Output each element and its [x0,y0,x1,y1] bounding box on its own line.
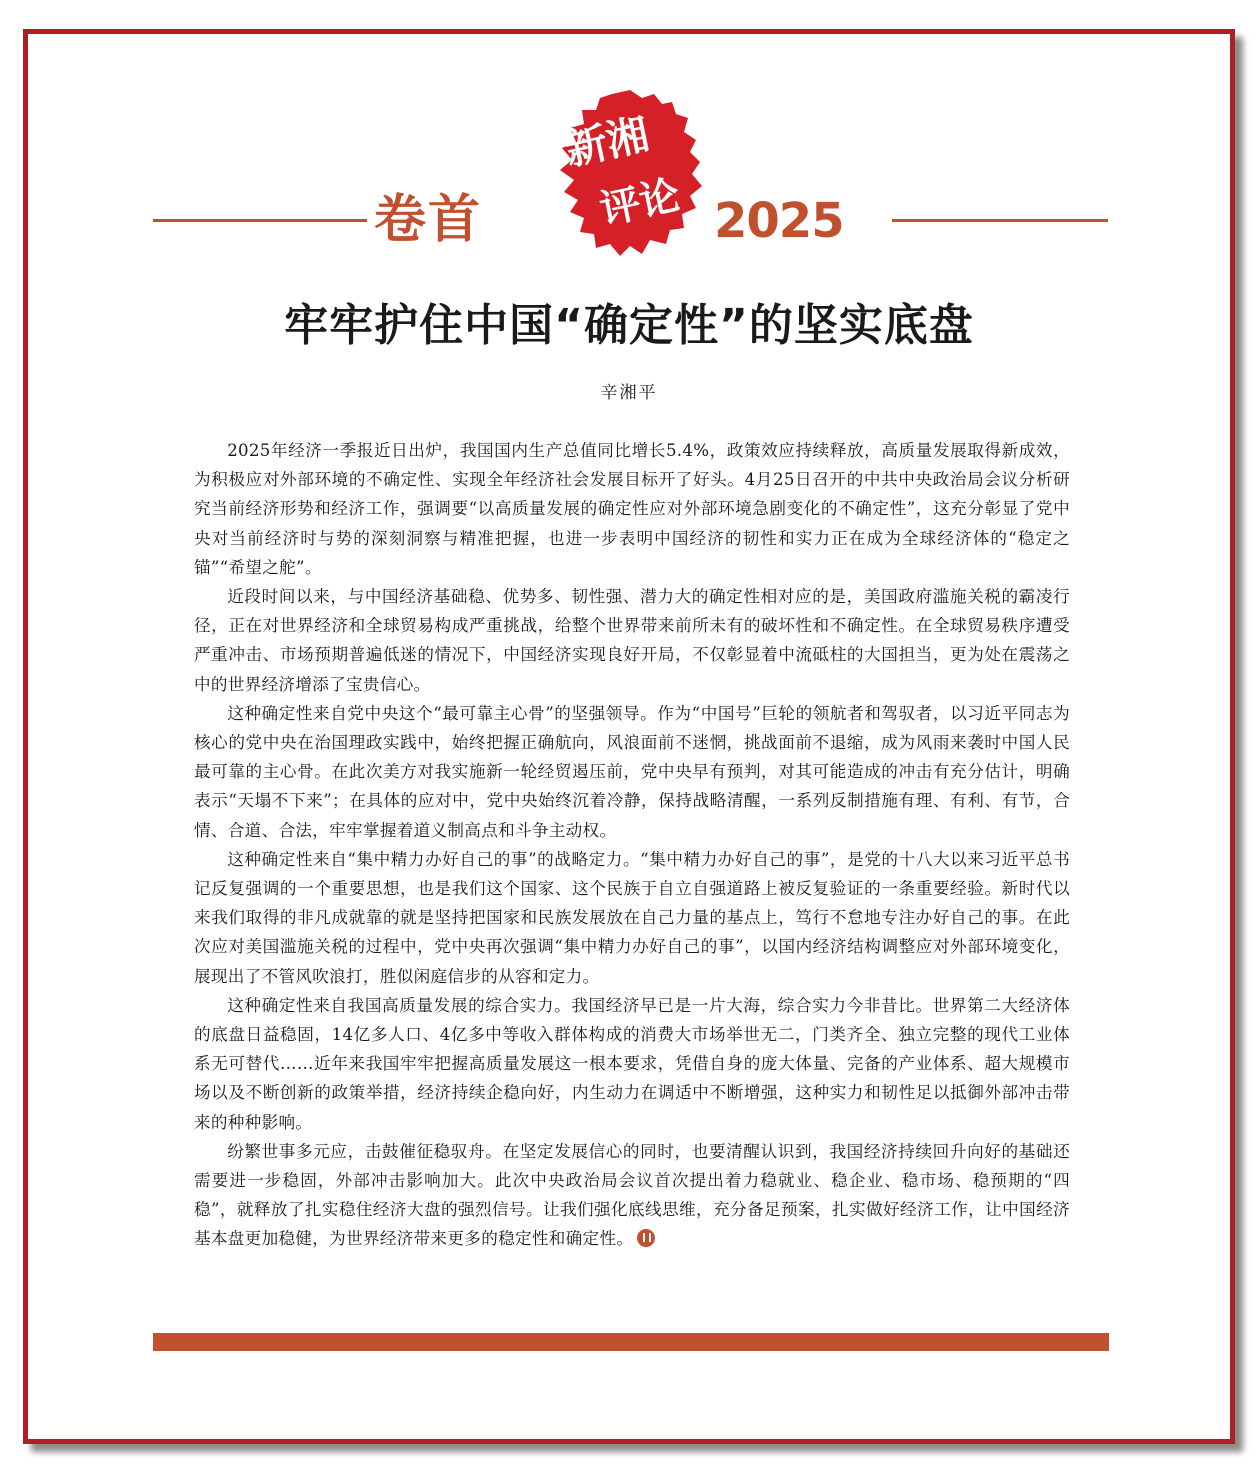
article-paragraph-text: 纷繁世事多元应，击鼓催征稳驭舟。在坚定发展信心的同时，也要清醒认识到，我国经济持续回升向好的基础还需要进一步稳固，外部冲击影响加大。此次中央政治局会议首次提出着力稳就业、稳企业、稳市场、稳预期的“四稳”，就释放了扎实稳住经济大盘的强烈信号。让我们强化底线思维，充分备足预案，扎实做好经济工作，让中国经济基本盘更加稳健，为世界经济带来更多的稳定性和确定性。 [194,1141,1070,1249]
article-paragraph: 这种确定性来自“集中精力办好自己的事”的战略定力。“集中精力办好自己的事”，是党的十八大以来习近平总书记反复强调的一个重要思想，也是我们这个国家、这个民族于自立自强道路上被反复验证的一条重要经验。新时代以来我们取得的非凡成就靠的就是坚持把国家和民族发展放在自己力量的基点上，笃行不怠地专注办好自己的事。在此次应对美国滥施关税的过程中，党中央再次强调“集中精力办好自己的事”，以国内经济结构调整应对外部环境变化，展现出了不管风吹浪打，胜似闲庭信步的从容和定力。 [194,849,1070,986]
header-rule-right [892,219,1108,222]
article-paragraph: 近段时间以来，与中国经济基础稳、优势多、韧性强、潜力大的确定性相对应的是，美国政府滥施关税的霸凌行径，正在对世界经济和全球贸易构成严重挑战，给整个世界带来前所未有的破坏性和不确定性。在全球贸易秩序遭受严重冲击、市场预期普遍低迷的情况下，中国经济实现良好开局，不仅彰显着中流砥柱的大国担当，更为处在震荡之中的世界经济增添了宝贵信心。 [194,587,1070,694]
article-author: 辛湘平 [600,383,658,403]
end-mark-icon [637,1229,655,1247]
header-rule-left [153,219,367,222]
article-body [194,436,1070,1254]
svg-text:评论: 评论 [595,171,684,234]
hunan-map-seal-logo [550,88,710,258]
article-paragraph: 这种确定性来自党中央这个“最可靠主心骨”的坚强领导。作为“中国号”巨轮的领航者和驾驭者，以习近平同志为核心的党中央在治国理政实践中，始终把握正确航向，风浪面前不迷惘，挑战面前不退缩，成为风雨来袭时中国人民最可靠的主心骨。在此次美方对我实施新一轮经贸遏压前，党中央早有预判，对其可能造成的冲击有充分估计，明确表示“天塌不下来”；在具体的应对中，党中央始终沉着冷静，保持战略清醒，一系列反制措施有理、有利、有节，合情、合道、合法，牢牢掌握着道义制高点和斗争主动权。 [194,703,1070,840]
article-paragraph: 2025年经济一季报近日出炉，我国国内生产总值同比增长5.4%，政策效应持续释放，高质量发展取得新成效，为积极应对外部环境的不确定性、实现全年经济社会发展目标开了好头。4月25日召开的中共中央政治局会议分析研究当前经济形势和经济工作，强调要“以高质量发展的确定性应对外部环境急剧变化的不确定性”，这充分彰显了党中央对当前经济时与势的深刻洞察与精准把握，也进一步表明中国经济的韧性和实力正在成为全球经济体的“稳定之锚”“希望之舵”。 [194,441,1070,577]
section-label: 卷首 [374,190,483,250]
issue-year: 2025 [714,193,844,249]
article-title: 牢牢护住中国“确定性”的坚实底盘 [284,300,974,351]
footer-bar [153,1333,1109,1351]
article-paragraph-last [194,1137,1070,1254]
svg-text:新湘: 新湘 [560,109,654,175]
article-paragraph: 这种确定性来自我国高质量发展的综合实力。我国经济早已是一片大海，综合实力今非昔比。世界第二大经济体的底盘日益稳固，14亿多人口、4亿多中等收入群体构成的消费大市场举世无二，门类齐全、独立完整的现代工业体系无可替代……近年来我国牢牢把握高质量发展这一根本要求，凭借自身的庞大体量、完备的产业体系、超大规模市场以及不断创新的政策举措，经济持续企稳向好，内生动力在调适中不断增强，这种实力和韧性足以抵御外部冲击带来的种种影响。 [194,995,1070,1132]
